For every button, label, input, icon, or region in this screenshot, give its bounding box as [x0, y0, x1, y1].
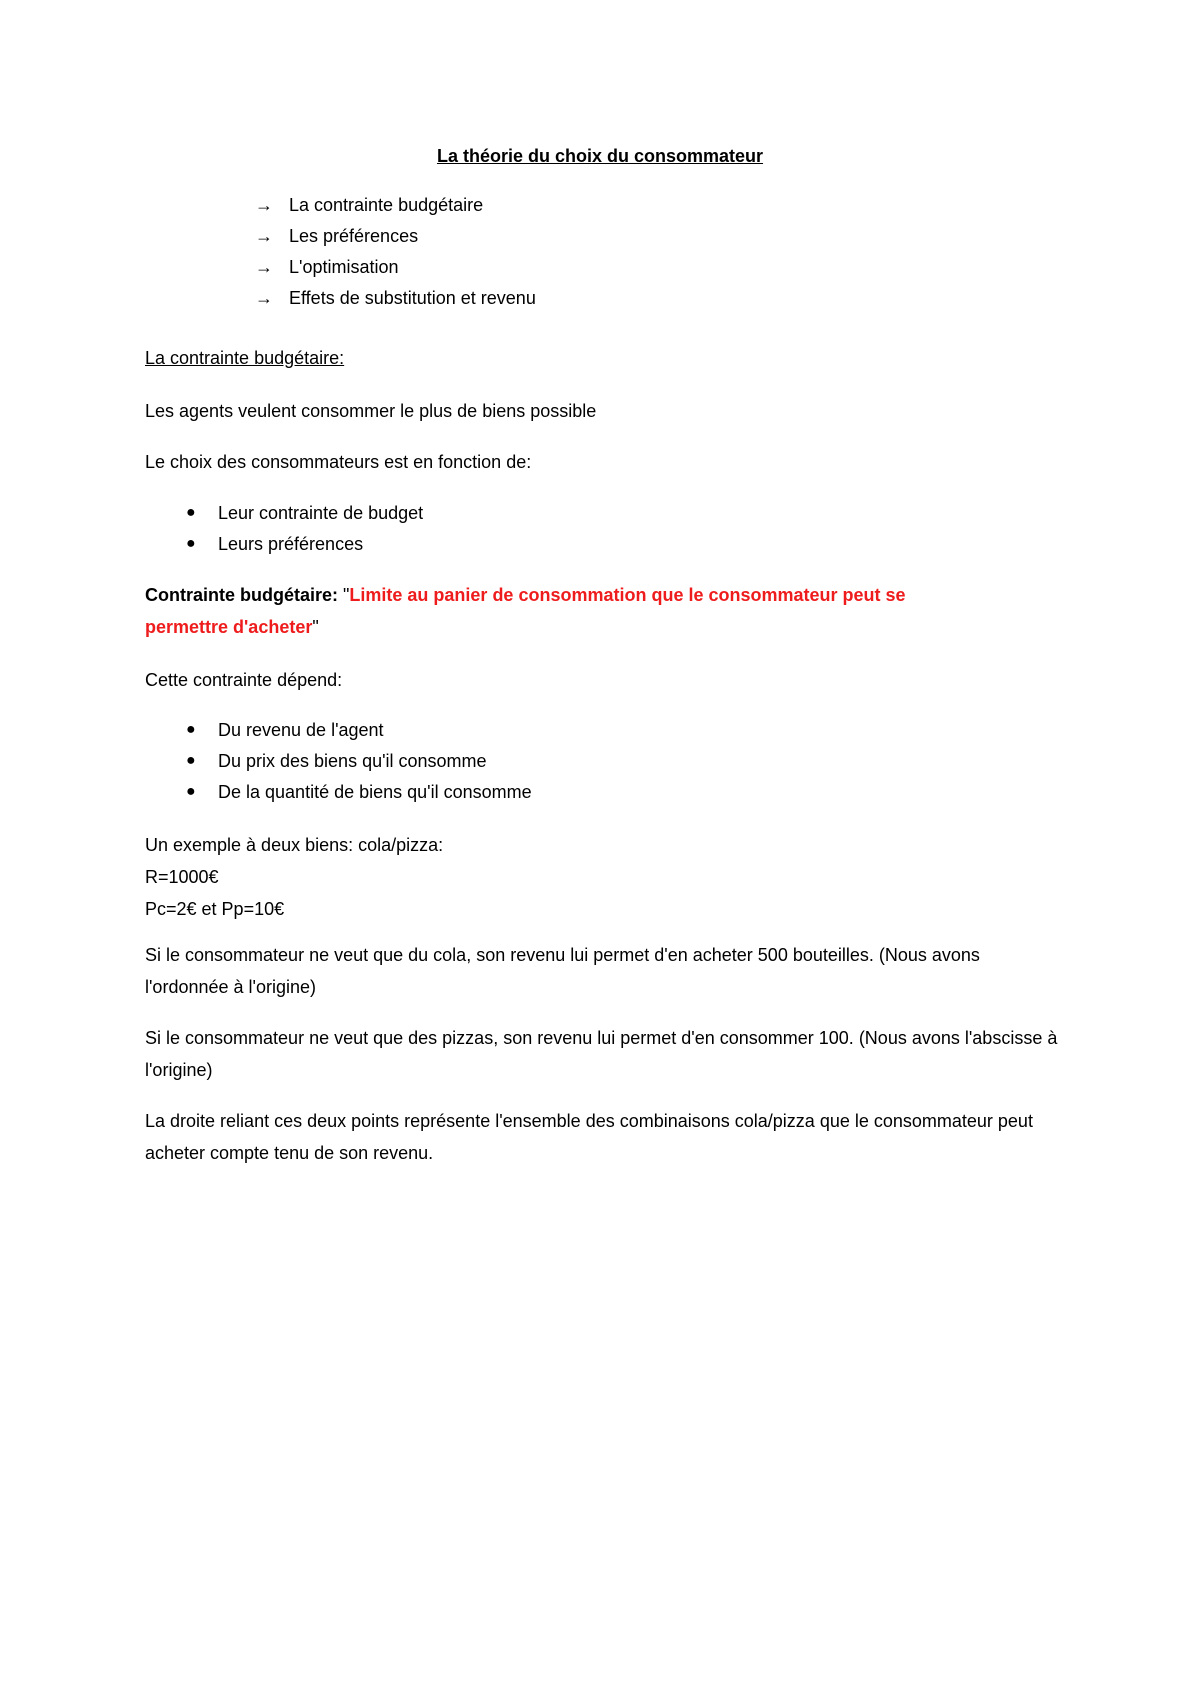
document-title: La théorie du choix du consommateur — [436, 146, 764, 166]
bullet-icon: ● — [186, 535, 196, 552]
outline-item — [255, 287, 536, 318]
example-line: Pc=2€ et Pp=10€ — [145, 899, 285, 919]
definition-text: Limite au panier de consommation que le consommateur peut se permettre d'acheter — [145, 585, 906, 637]
list-item-label: Du prix des biens qu'il consomme — [218, 751, 487, 771]
list-item — [186, 502, 423, 533]
outline-item-label: Les préférences — [289, 226, 419, 246]
list-item-label: Leur contrainte de budget — [218, 503, 424, 523]
list-item — [186, 533, 423, 564]
section-heading: La contrainte budgétaire: — [145, 348, 345, 368]
outline-item-label: Effets de substitution et revenu — [289, 288, 536, 308]
list-item-label: Leurs préférences — [218, 534, 364, 554]
list-item-label: Du revenu de l'agent — [218, 720, 384, 740]
paragraph-pizza: Si le consommateur ne veut que des pizzas, son revenu lui permet d'en consommer 100. (Nous avons l'abscisse à l'origine) — [145, 1028, 1058, 1080]
arrow-right-icon: → — [255, 288, 273, 308]
list-item — [186, 781, 532, 812]
paragraph-droite: La droite reliant ces deux points représente l'ensemble des combinaisons cola/pizza que le consommateur peut acheter compte tenu de son revenu. — [145, 1111, 1033, 1163]
arrow-right-icon: → — [255, 226, 273, 246]
paragraph-agents: Les agents veulent consommer le plus de biens possible — [145, 401, 597, 421]
choix-list — [186, 502, 423, 564]
outline-item — [255, 256, 536, 287]
bullet-icon: ● — [186, 504, 196, 521]
definition-label: Contrainte budgétaire: — [145, 585, 344, 605]
example-line: R=1000€ — [145, 867, 219, 887]
arrow-right-icon: → — [255, 195, 273, 215]
outline-list — [255, 194, 536, 318]
outline-item — [255, 194, 536, 225]
quote-close: " — [312, 617, 319, 637]
definition-paragraph — [145, 579, 985, 643]
outline-item-label: La contrainte budgétaire — [289, 195, 484, 215]
bullet-icon: ● — [186, 752, 196, 769]
outline-item — [255, 225, 536, 256]
paragraph-cola: Si le consommateur ne veut que du cola, son revenu lui permet d'en acheter 500 bouteilles. (Nous avons l'ordonnée à l'origine) — [145, 945, 980, 997]
list-item — [186, 719, 532, 750]
example-line: Un exemple à deux biens: cola/pizza: — [145, 835, 444, 855]
paragraph-depend: Cette contrainte dépend: — [145, 670, 343, 690]
depend-list — [186, 719, 532, 812]
quote-open: " — [343, 585, 350, 605]
list-item — [186, 750, 532, 781]
list-item-label: De la quantité de biens qu'il consomme — [218, 782, 532, 802]
arrow-right-icon: → — [255, 257, 273, 277]
bullet-icon: ● — [186, 783, 196, 800]
paragraph-choix: Le choix des consommateurs est en fonction de: — [145, 452, 532, 472]
example-block — [145, 829, 1065, 925]
outline-item-label: L'optimisation — [289, 257, 399, 277]
bullet-icon: ● — [186, 721, 196, 738]
